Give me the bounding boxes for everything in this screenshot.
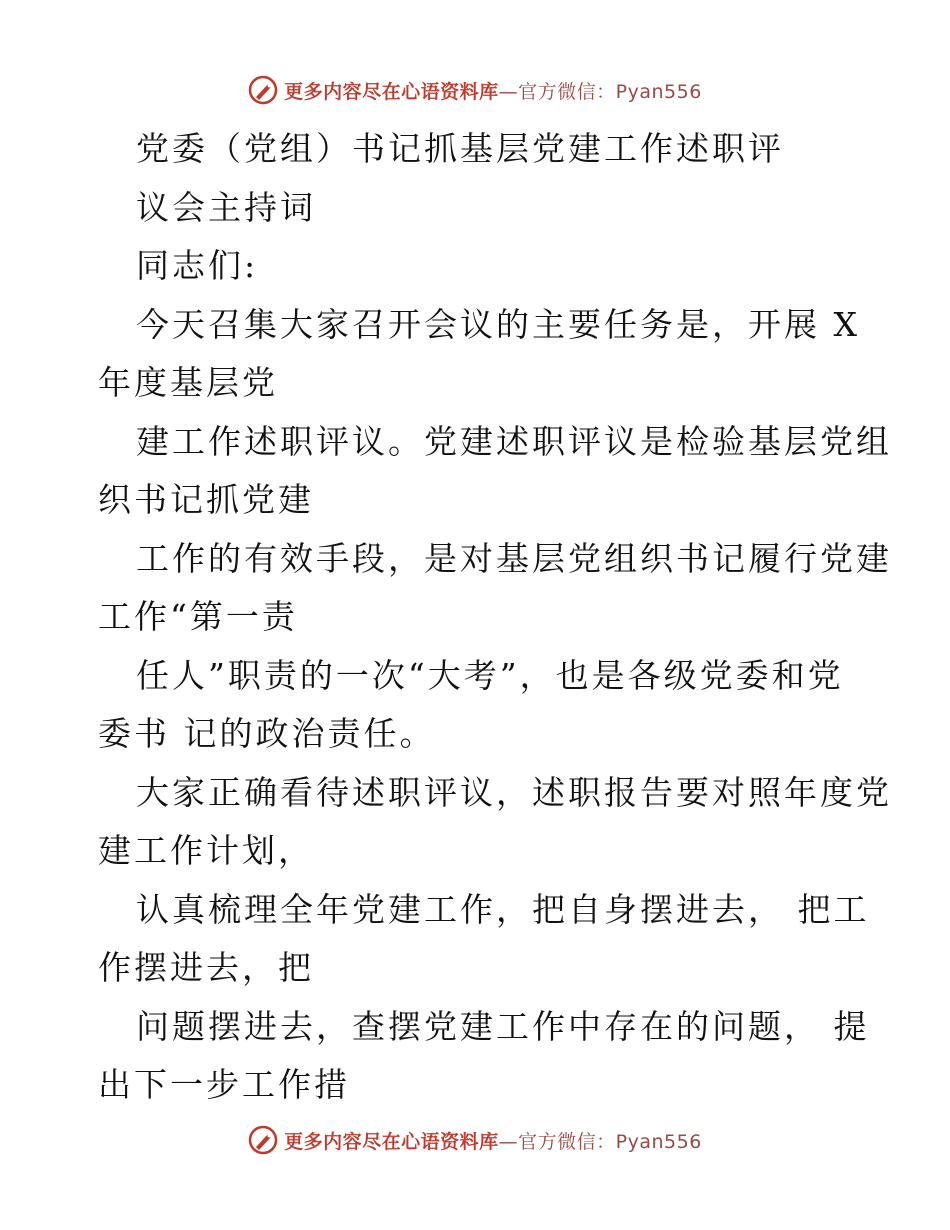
text-line: 大家正确看待述职评议，述职报告要对照年度党 <box>136 772 892 812</box>
text-line: 党委（党组）书记抓基层党建工作述职评 <box>136 129 784 168</box>
text-line: 认真梳理全年党建工作，把自身摆进去， 把工 <box>136 889 870 929</box>
text-line: 建工作计划， <box>98 831 314 870</box>
footer-banner-text <box>284 1127 702 1154</box>
header-banner-contact: —官方微信：Pyan556 <box>498 80 702 103</box>
footer-banner <box>0 1120 950 1160</box>
footer-banner-title: 更多内容尽在心语资料库 <box>284 1130 499 1153</box>
text-line: 织书记抓党建 <box>98 480 314 519</box>
text-line: 工作“第一责 <box>98 597 298 636</box>
text-line: 建工作述职评议。党建述职评议是检验基层党组 <box>136 421 892 461</box>
text-line: 出下一步工作措 <box>98 1065 350 1104</box>
text-line: 年度基层党 <box>98 363 278 402</box>
text-line: 今天召集大家召开会议的主要任务是，开展 X <box>136 304 860 344</box>
text-line: 作摆进去，把 <box>98 948 314 987</box>
footer-banner-contact: —官方微信：Pyan556 <box>498 1130 702 1153</box>
header-banner <box>0 70 950 110</box>
header-banner-title: 更多内容尽在心语资料库 <box>284 80 499 103</box>
text-line: 工作的有效手段，是对基层党组织书记履行党建 <box>136 538 892 578</box>
pen-logo-icon <box>248 1125 278 1155</box>
text-line: 议会主持词 <box>136 187 316 227</box>
pen-logo-icon <box>248 75 278 105</box>
text-line: 委书 记的政治责任。 <box>98 714 436 753</box>
header-banner-text <box>284 77 702 104</box>
text-line: 同志们: <box>136 246 259 285</box>
text-line: 问题摆进去，查摆党建工作中存在的问题， 提 <box>136 1006 870 1046</box>
text-line: 任人”职责的一次“大考”，也是各级党委和党 <box>136 655 844 695</box>
document-body <box>98 120 892 1115</box>
